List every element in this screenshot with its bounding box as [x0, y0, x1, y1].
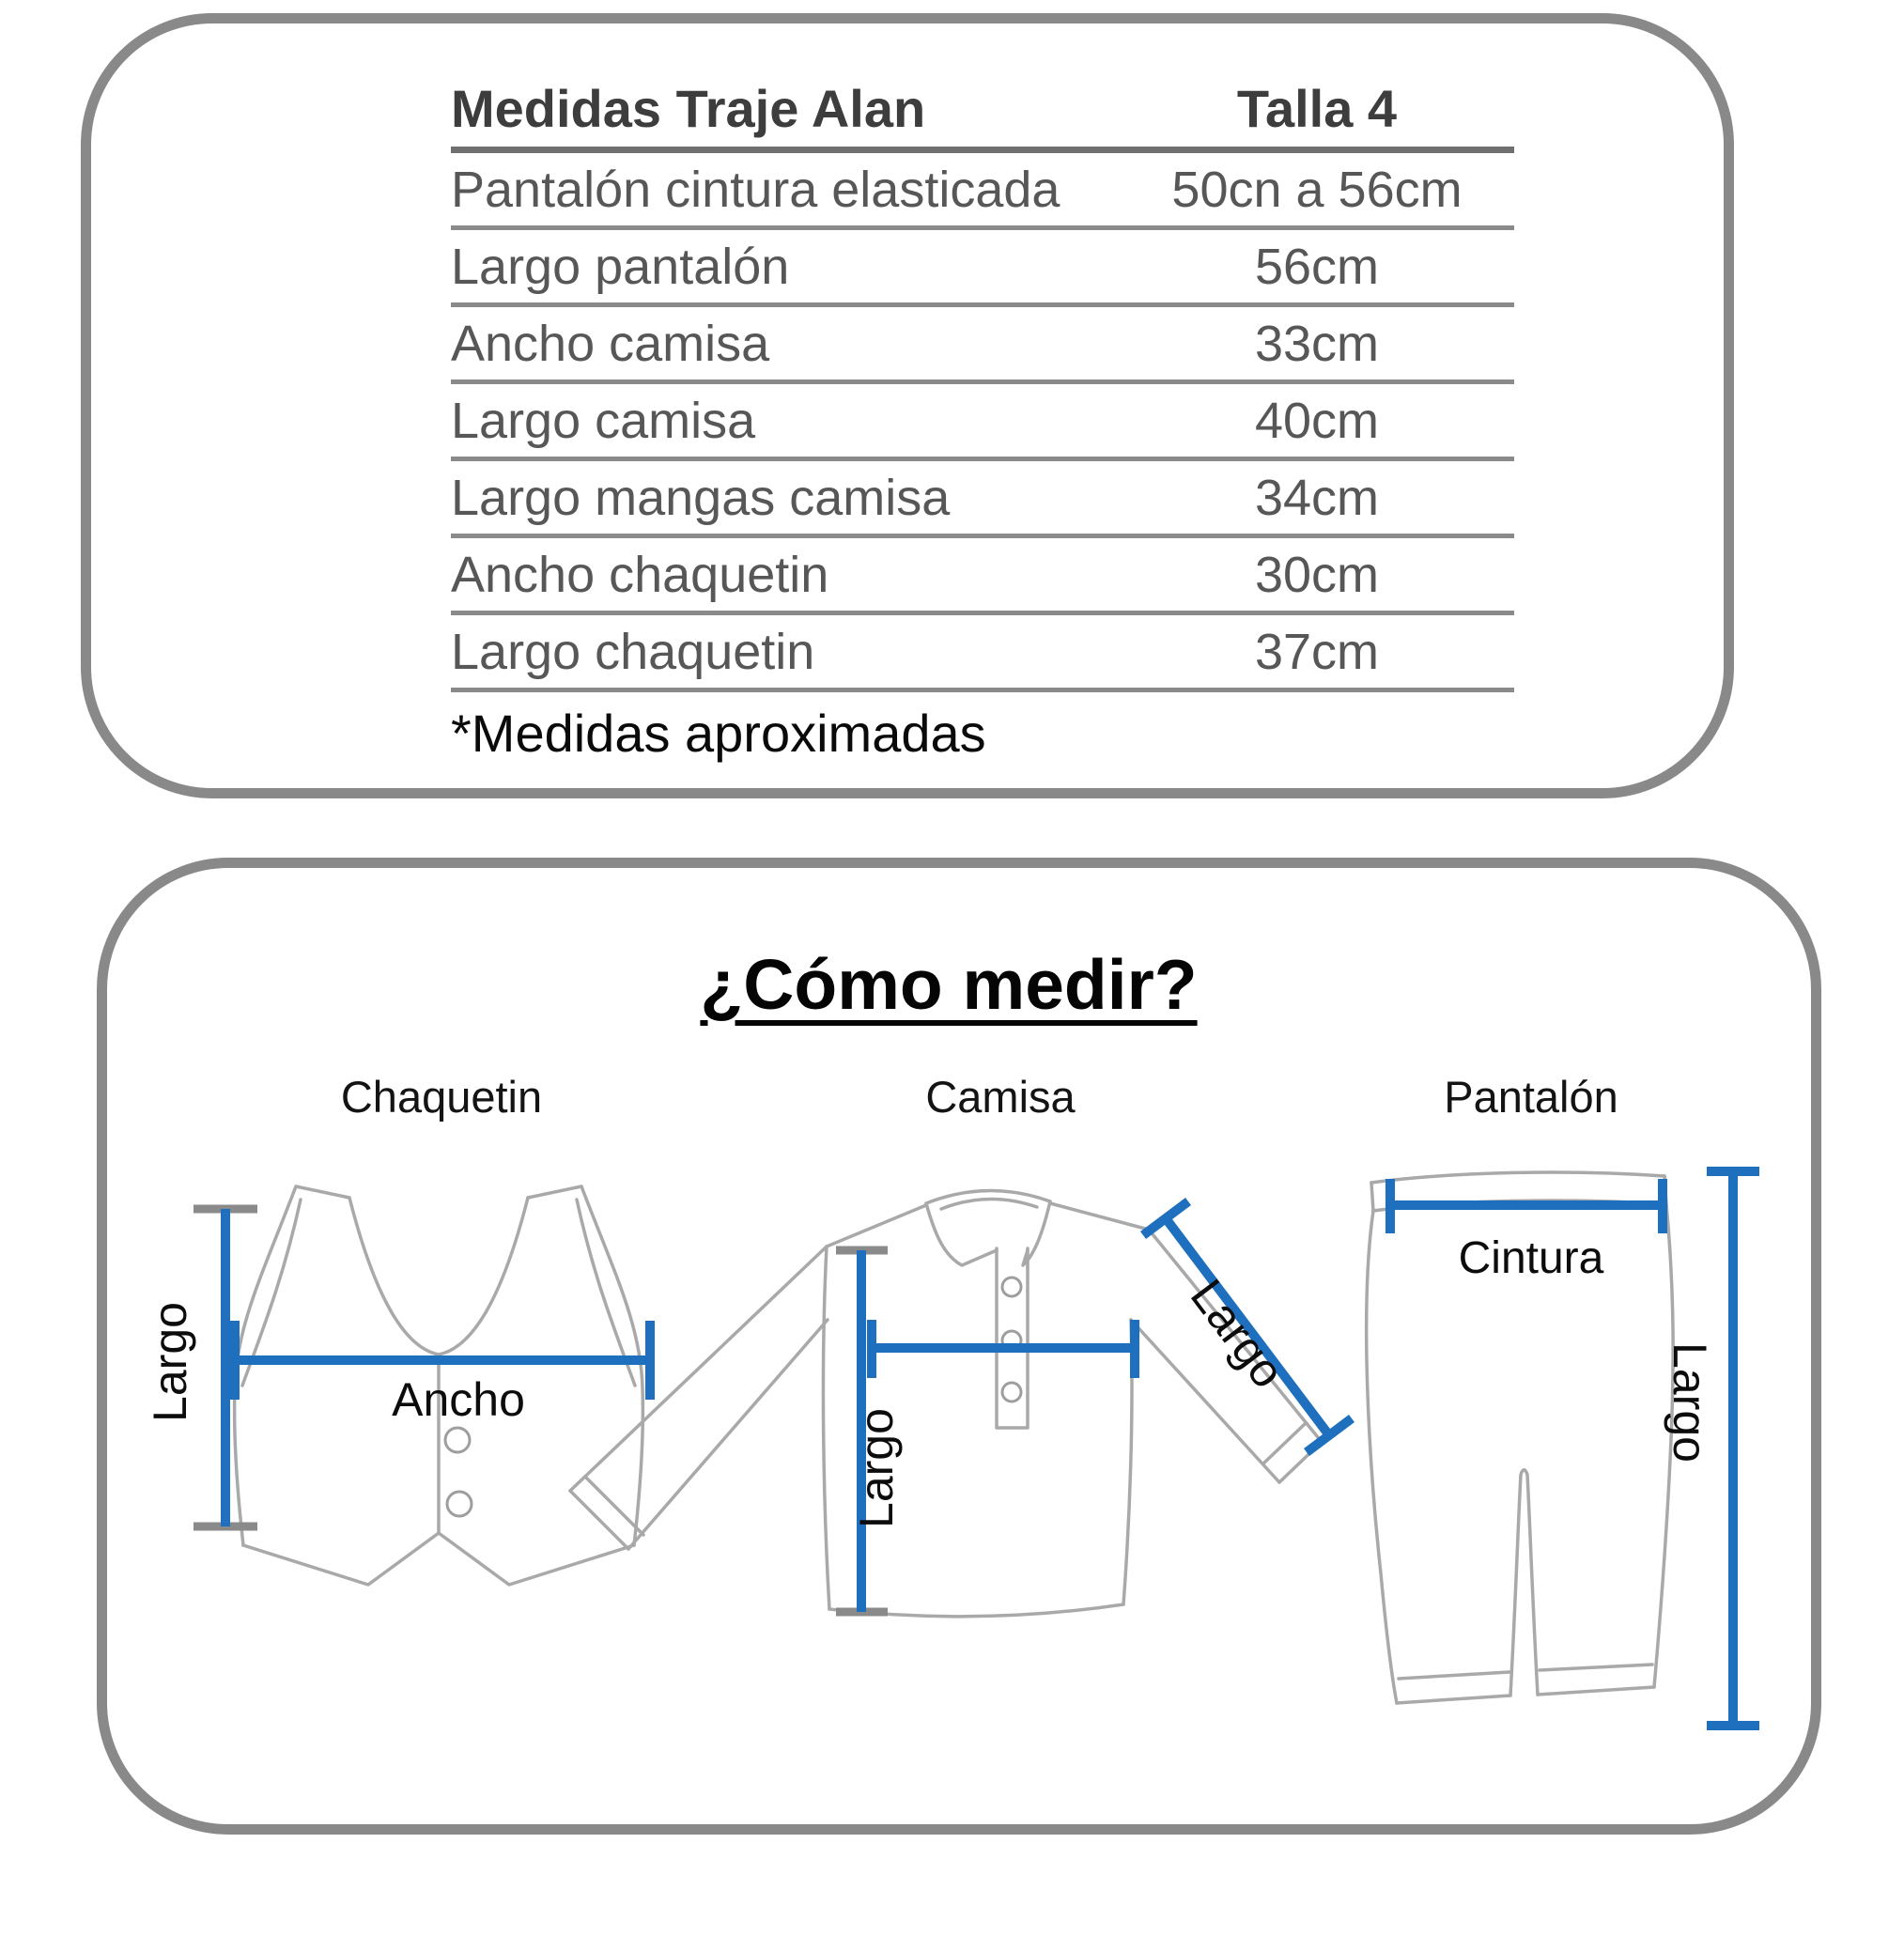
- pants-waist-measure-label: Cintura: [1458, 1233, 1604, 1283]
- shirt-label: Camisa: [925, 1072, 1076, 1122]
- measure-value: 30cm: [1254, 546, 1380, 603]
- shirt-length-measure-label: Largo: [850, 1408, 903, 1528]
- shirt-outline-drawing: [570, 1190, 1322, 1616]
- vest-width-measure-label: Ancho: [392, 1373, 525, 1426]
- table-footnote: *Medidas aproximadas: [451, 703, 986, 763]
- shirt-button: [1002, 1278, 1021, 1296]
- table-title: Medidas Traje Alan: [451, 79, 926, 138]
- measure-label: Largo pantalón: [451, 238, 790, 295]
- pants-diagram: [1343, 1151, 1775, 1771]
- pants-length-measure-label: Largo: [1664, 1342, 1716, 1463]
- measure-value: 56cm: [1254, 238, 1380, 295]
- measure-label: Largo camisa: [451, 392, 756, 449]
- table-row: [451, 538, 1514, 615]
- pants-label: Pantalón: [1444, 1072, 1618, 1122]
- measure-label: Largo mangas camisa: [451, 469, 951, 526]
- measure-value: 50cn a 56cm: [1171, 161, 1463, 218]
- shirt-button: [1002, 1383, 1021, 1402]
- measure-label: Ancho camisa: [451, 315, 770, 372]
- table-row: [451, 307, 1514, 384]
- how-to-measure-title: ¿Cómo medir?: [700, 945, 1198, 1024]
- shirt-width-line: [872, 1320, 1135, 1378]
- table-row: [451, 384, 1514, 461]
- measure-value: 37cm: [1254, 623, 1380, 680]
- measure-value: 40cm: [1254, 392, 1380, 449]
- measure-label: Pantalón cintura elasticada: [451, 161, 1060, 218]
- size-table-panel: [81, 13, 1734, 798]
- vest-length-measure-label: Largo: [144, 1302, 196, 1422]
- shirt-diagram: [460, 1160, 1381, 1705]
- size-column-header: Talla 4: [1236, 79, 1398, 138]
- measure-value: 34cm: [1254, 469, 1380, 526]
- measure-label: Largo chaquetin: [451, 623, 815, 680]
- measure-label: Ancho chaquetin: [451, 546, 829, 603]
- table-row: [451, 153, 1514, 230]
- table-row: [451, 615, 1514, 692]
- table-header-row: [451, 70, 1514, 153]
- measure-value: 33cm: [1254, 315, 1380, 372]
- size-table: [451, 70, 1514, 773]
- pants-waist-line: [1390, 1179, 1663, 1233]
- table-row: [451, 230, 1514, 307]
- shirt-sleeve-measure-label: Largo: [1180, 1269, 1295, 1398]
- vest-label: Chaquetin: [340, 1072, 543, 1122]
- table-row: [451, 461, 1514, 538]
